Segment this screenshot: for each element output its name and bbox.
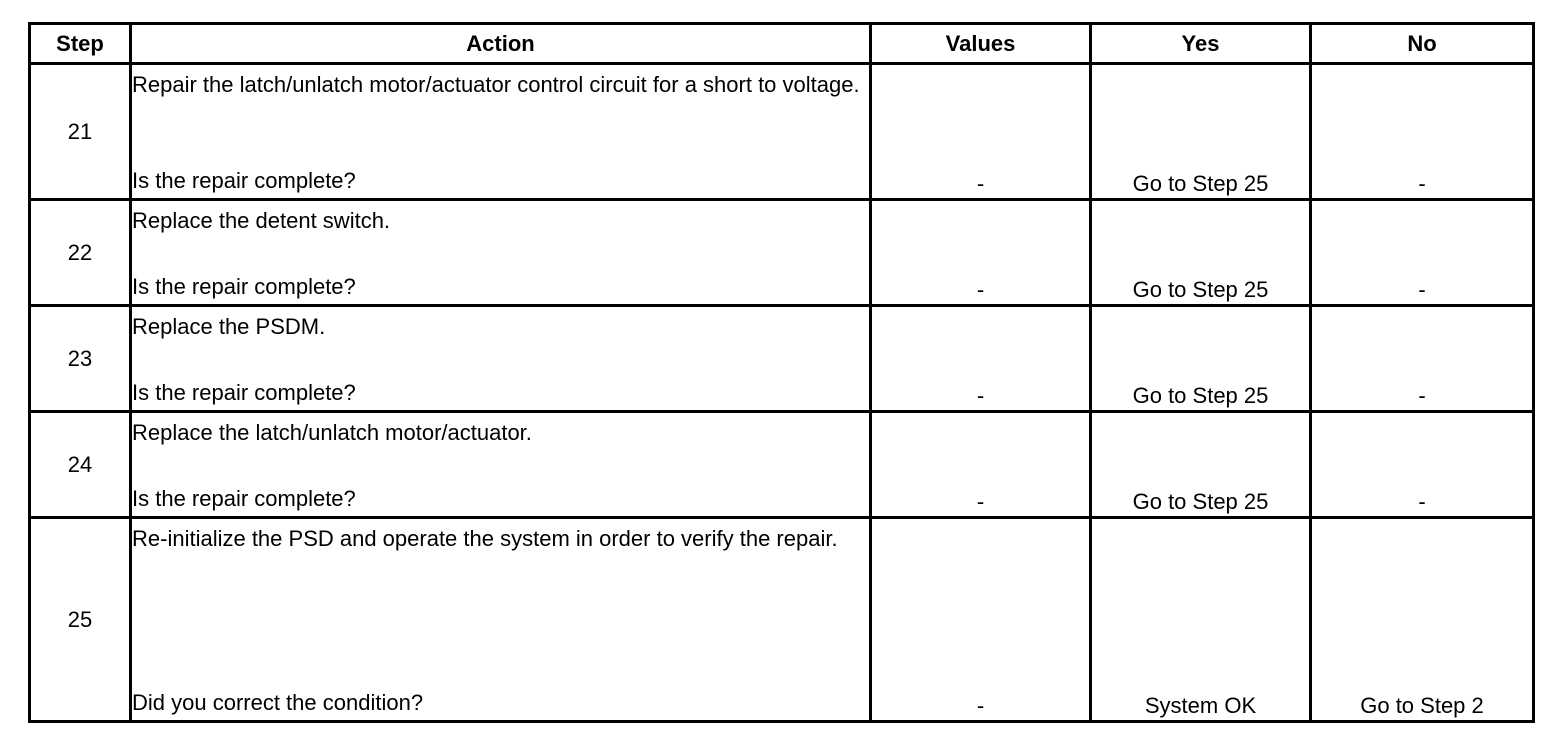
header-yes: Yes: [1091, 24, 1311, 64]
step-number: 24: [30, 412, 131, 518]
table-body: [30, 64, 1534, 722]
step-number: 22: [30, 200, 131, 306]
no-cell: Go to Step 2: [1311, 518, 1534, 722]
action-instruction: Replace the latch/unlatch motor/actuator.: [132, 420, 532, 445]
action-question: Is the repair complete?: [132, 274, 356, 299]
table-row: [30, 412, 1534, 518]
table-row: [30, 518, 1534, 722]
yes-cell: System OK: [1091, 518, 1311, 722]
action-question: Did you correct the condition?: [132, 690, 424, 715]
step-number: 21: [30, 64, 131, 200]
action-instruction: Replace the PSDM.: [132, 314, 326, 339]
yes-cell: Go to Step 25: [1091, 306, 1311, 412]
values-cell: -: [871, 64, 1091, 200]
step-number: 23: [30, 306, 131, 412]
no-cell: -: [1311, 412, 1534, 518]
action-question: Is the repair complete?: [132, 380, 356, 405]
no-cell: -: [1311, 64, 1534, 200]
values-cell: -: [871, 306, 1091, 412]
header-row: [30, 24, 1534, 64]
header-step: Step: [30, 24, 131, 64]
values-cell: -: [871, 518, 1091, 722]
diagnostic-table: [28, 22, 1535, 723]
action-question: Is the repair complete?: [132, 486, 356, 511]
header-values: Values: [871, 24, 1091, 64]
step-number: 25: [30, 518, 131, 722]
table-row: [30, 200, 1534, 306]
yes-cell: Go to Step 25: [1091, 64, 1311, 200]
header-no: No: [1311, 24, 1534, 64]
action-cell: [131, 412, 871, 518]
yes-cell: Go to Step 25: [1091, 412, 1311, 518]
action-instruction: Re-initialize the PSD and operate the system in order to verify the repair.: [132, 526, 838, 551]
yes-cell: Go to Step 25: [1091, 200, 1311, 306]
header-action: Action: [131, 24, 871, 64]
action-cell: [131, 64, 871, 200]
action-question: Is the repair complete?: [132, 168, 356, 193]
no-cell: -: [1311, 306, 1534, 412]
table-header: [30, 24, 1534, 64]
table-row: [30, 306, 1534, 412]
no-cell: -: [1311, 200, 1534, 306]
table-row: [30, 64, 1534, 200]
action-instruction: Repair the latch/unlatch motor/actuator control circuit for a short to voltage.: [132, 72, 860, 97]
action-cell: [131, 200, 871, 306]
action-cell: [131, 306, 871, 412]
values-cell: -: [871, 200, 1091, 306]
values-cell: -: [871, 412, 1091, 518]
action-cell: [131, 518, 871, 722]
action-instruction: Replace the detent switch.: [132, 208, 391, 233]
